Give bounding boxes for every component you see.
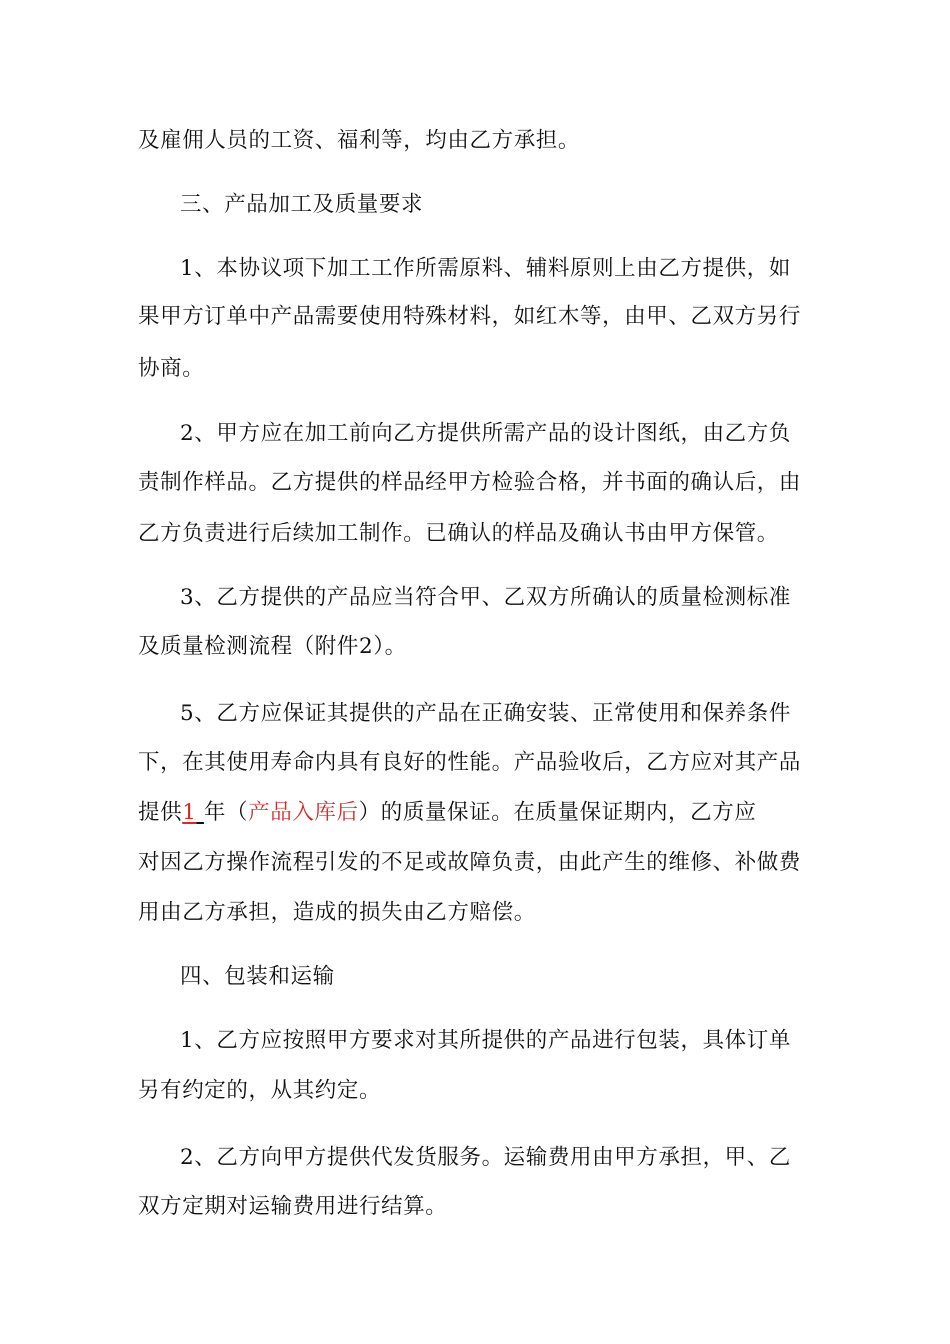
paragraph-line: 及质量检测流程（附件2）。	[138, 634, 407, 659]
paragraph-line: 5、乙方应保证其提供的产品在正确安装、正常使用和保养条件	[180, 701, 791, 726]
warranty-prefix: 提供	[138, 800, 183, 825]
warranty-term-note: 产品入库后	[248, 800, 359, 825]
paragraph-line: 对因乙方操作流程引发的不足或故障负责，由此产生的维修、补做费	[138, 850, 802, 875]
paragraph-line: 用由乙方承担，造成的损失由乙方赔偿。	[138, 900, 536, 925]
paragraph-line: 1、本协议项下加工工作所需原料、辅料原则上由乙方提供，如	[180, 256, 791, 281]
warranty-term-blank	[196, 800, 203, 825]
paragraph-line: 果甲方订单中产品需要使用特殊材料，如红木等，由甲、乙双方另行	[138, 304, 802, 329]
paragraph-line: 责制作样品。乙方提供的样品经甲方检验合格，并书面的确认后，由	[138, 470, 802, 495]
warranty-term-unit: 年（	[203, 800, 249, 825]
section-heading: 四、包装和运输	[180, 964, 335, 989]
paragraph-line: 下，在其使用寿命内具有良好的性能。产品验收后，乙方应对其产品	[138, 750, 802, 775]
warranty-suffix: ）的质量保证。在质量保证期内，乙方应	[358, 800, 757, 825]
warranty-line	[0, 799, 950, 827]
section-heading: 三、产品加工及质量要求	[180, 192, 424, 217]
paragraph-line: 及雇佣人员的工资、福利等，均由乙方承担。	[138, 128, 581, 153]
paragraph-line: 乙方负责进行后续加工制作。已确认的样品及确认书由甲方保管。	[138, 521, 779, 546]
paragraph-line: 双方定期对运输费用进行结算。	[138, 1194, 448, 1219]
paragraph-line: 2、甲方应在加工前向乙方提供所需产品的设计图纸，由乙方负	[180, 421, 791, 446]
paragraph-line: 另有约定的，从其约定。	[138, 1078, 382, 1103]
paragraph-line: 3、乙方提供的产品应当符合甲、乙双方所确认的质量检测标准	[180, 585, 791, 610]
paragraph-line: 1、乙方应按照甲方要求对其所提供的产品进行包装，具体订单	[180, 1028, 791, 1053]
warranty-term-value: 1	[182, 800, 197, 825]
paragraph-line: 协商。	[138, 356, 205, 381]
paragraph-line: 2、乙方向甲方提供代发货服务。运输费用由甲方承担，甲、乙	[180, 1145, 791, 1170]
